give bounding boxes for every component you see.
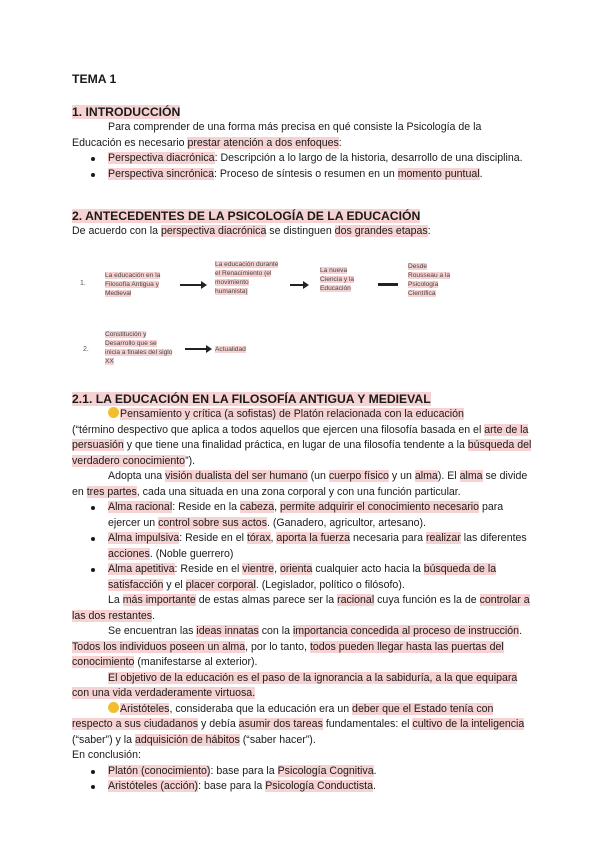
- dualista-paragraph: Adopta una visión dualista del ser humano (un cuerpo físico y un alma). El alma se divide en tres partes, cada una situada en una zona corporal y con una función particular.: [72, 470, 528, 498]
- almas-bullet-list: [72, 500, 532, 593]
- section-1-heading: 1. INTRODUCCIÓN: [72, 105, 181, 119]
- conclusion-label: En conclusión:: [72, 749, 141, 761]
- arrow-3: [185, 348, 207, 350]
- stage-2-number: 2.: [83, 346, 89, 353]
- bullet-sincronica: Perspectiva sincrónica: Proceso de síntesis o resumen en un momento puntual.: [72, 167, 532, 183]
- section-2-1-body: [72, 407, 532, 795]
- stage-box-rousseau: Desde Rousseau a la Psicología Científica: [408, 263, 451, 297]
- stage-box-antigua: La educación en la Filosofía Antigua y Medieval: [105, 272, 161, 297]
- section-2-1-heading: 2.1. LA EDUCACIÓN EN LA FILOSOFÍA ANTIGUA Y MEDIEVAL: [72, 392, 431, 406]
- racional-paragraph: La más importante de estas almas parece ser la racional cuya función es la de controlar a las dos restantes.: [72, 594, 530, 622]
- stage-box-renacimiento: La educación durante el Renacimiento (el movimiento humanista): [215, 261, 279, 295]
- arrow-2: [290, 284, 304, 286]
- aristoteles-paragraph: Aristóteles, consideraba que la educación era un deber que el Estado tenía con respecto a sus ciudadanos y debía asumir dos tareas fundamentales: el cultivo de la inteligencia (“saber”) y la adquisición de hábitos (“saber hacer”).: [72, 702, 525, 746]
- smile-emoji-icon: [108, 702, 119, 713]
- document-title: TEMA 1: [72, 72, 117, 86]
- arrow-1: [180, 284, 202, 286]
- section-2-heading: 2. ANTECEDENTES DE LA PSICOLOGÍA DE LA EDUCACIÓN: [72, 209, 421, 223]
- sofistas-definition: (“término despectivo que aplica a todos aquellos que ejercen una filosofía basada en el arte de la persuasión y que tiene una finalidad práctica, en lugar de una filosofía tendente a la búsqueda del verdadero conocimiento”).: [72, 423, 532, 467]
- ideas-innatas-paragraph: Se encuentran las ideas innatas con la importancia concedida al proceso de instrucción. Todos los individuos poseen un alma, por lo tanto, todos pueden llegar hasta las puertas del conocimiento (manifestarse al exterior).: [72, 625, 523, 668]
- stage-box-siglo-xx: Constitución y Desarrollo que se inicia a finales del siglo XX: [105, 331, 173, 365]
- stage-box-nueva-ciencia: La nueva Ciencia y la Educación: [320, 267, 355, 292]
- section-1-body: [72, 120, 532, 182]
- bullet-platon: Platón (conocimiento): base para la Psicología Cognitiva.: [72, 764, 532, 780]
- intro-paragraph: Para comprender de una forma más precisa en qué consiste la Psicología de la Educación es necesario prestar atención a dos enfoques:: [72, 121, 482, 149]
- conclusion-bullet-list: [72, 764, 532, 795]
- objetivo-paragraph: El objetivo de la educación es el paso de la ignorancia a la sabiduría, a la que equipara con una vida verdaderamente virtuosa.: [72, 671, 518, 699]
- intro-bullet-list: [72, 151, 532, 182]
- bullet-diacronica: Perspectiva diacrónica: Descripción a lo largo de la historia, desarrollo de una disciplina.: [72, 151, 532, 167]
- platon-paragraph: Pensamiento y crítica (a sofistas) de Platón relacionada con la educación: [72, 407, 532, 423]
- bullet-alma-impulsiva: Alma impulsiva: Reside en el tórax, aporta la fuerza necesaria para realizar las diferentes acciones. (Noble guerrero): [72, 531, 532, 562]
- connector-bar: [378, 283, 398, 286]
- bullet-alma-apetitiva: Alma apetitiva: Reside en el vientre, orienta cualquier acto hacia la búsqueda de la satisfacción y el placer corporal. (Legislador, político o filósofo).: [72, 562, 532, 593]
- bullet-alma-racional: Alma racional: Reside en la cabeza, permite adquirir el conocimiento necesario para ejercer un control sobre sus actos. (Ganadero, agricultor, artesano).: [72, 500, 532, 531]
- smile-emoji-icon: [108, 407, 119, 418]
- stage-1-number: 1.: [80, 280, 86, 287]
- stage-box-actualidad: Actualidad: [215, 346, 246, 353]
- bullet-aristoteles: Aristóteles (acción): base para la Psicología Conductista.: [72, 779, 532, 795]
- section-2-paragraph: De acuerdo con la perspectiva diacrónica se distinguen dos grandes etapas:: [72, 225, 431, 237]
